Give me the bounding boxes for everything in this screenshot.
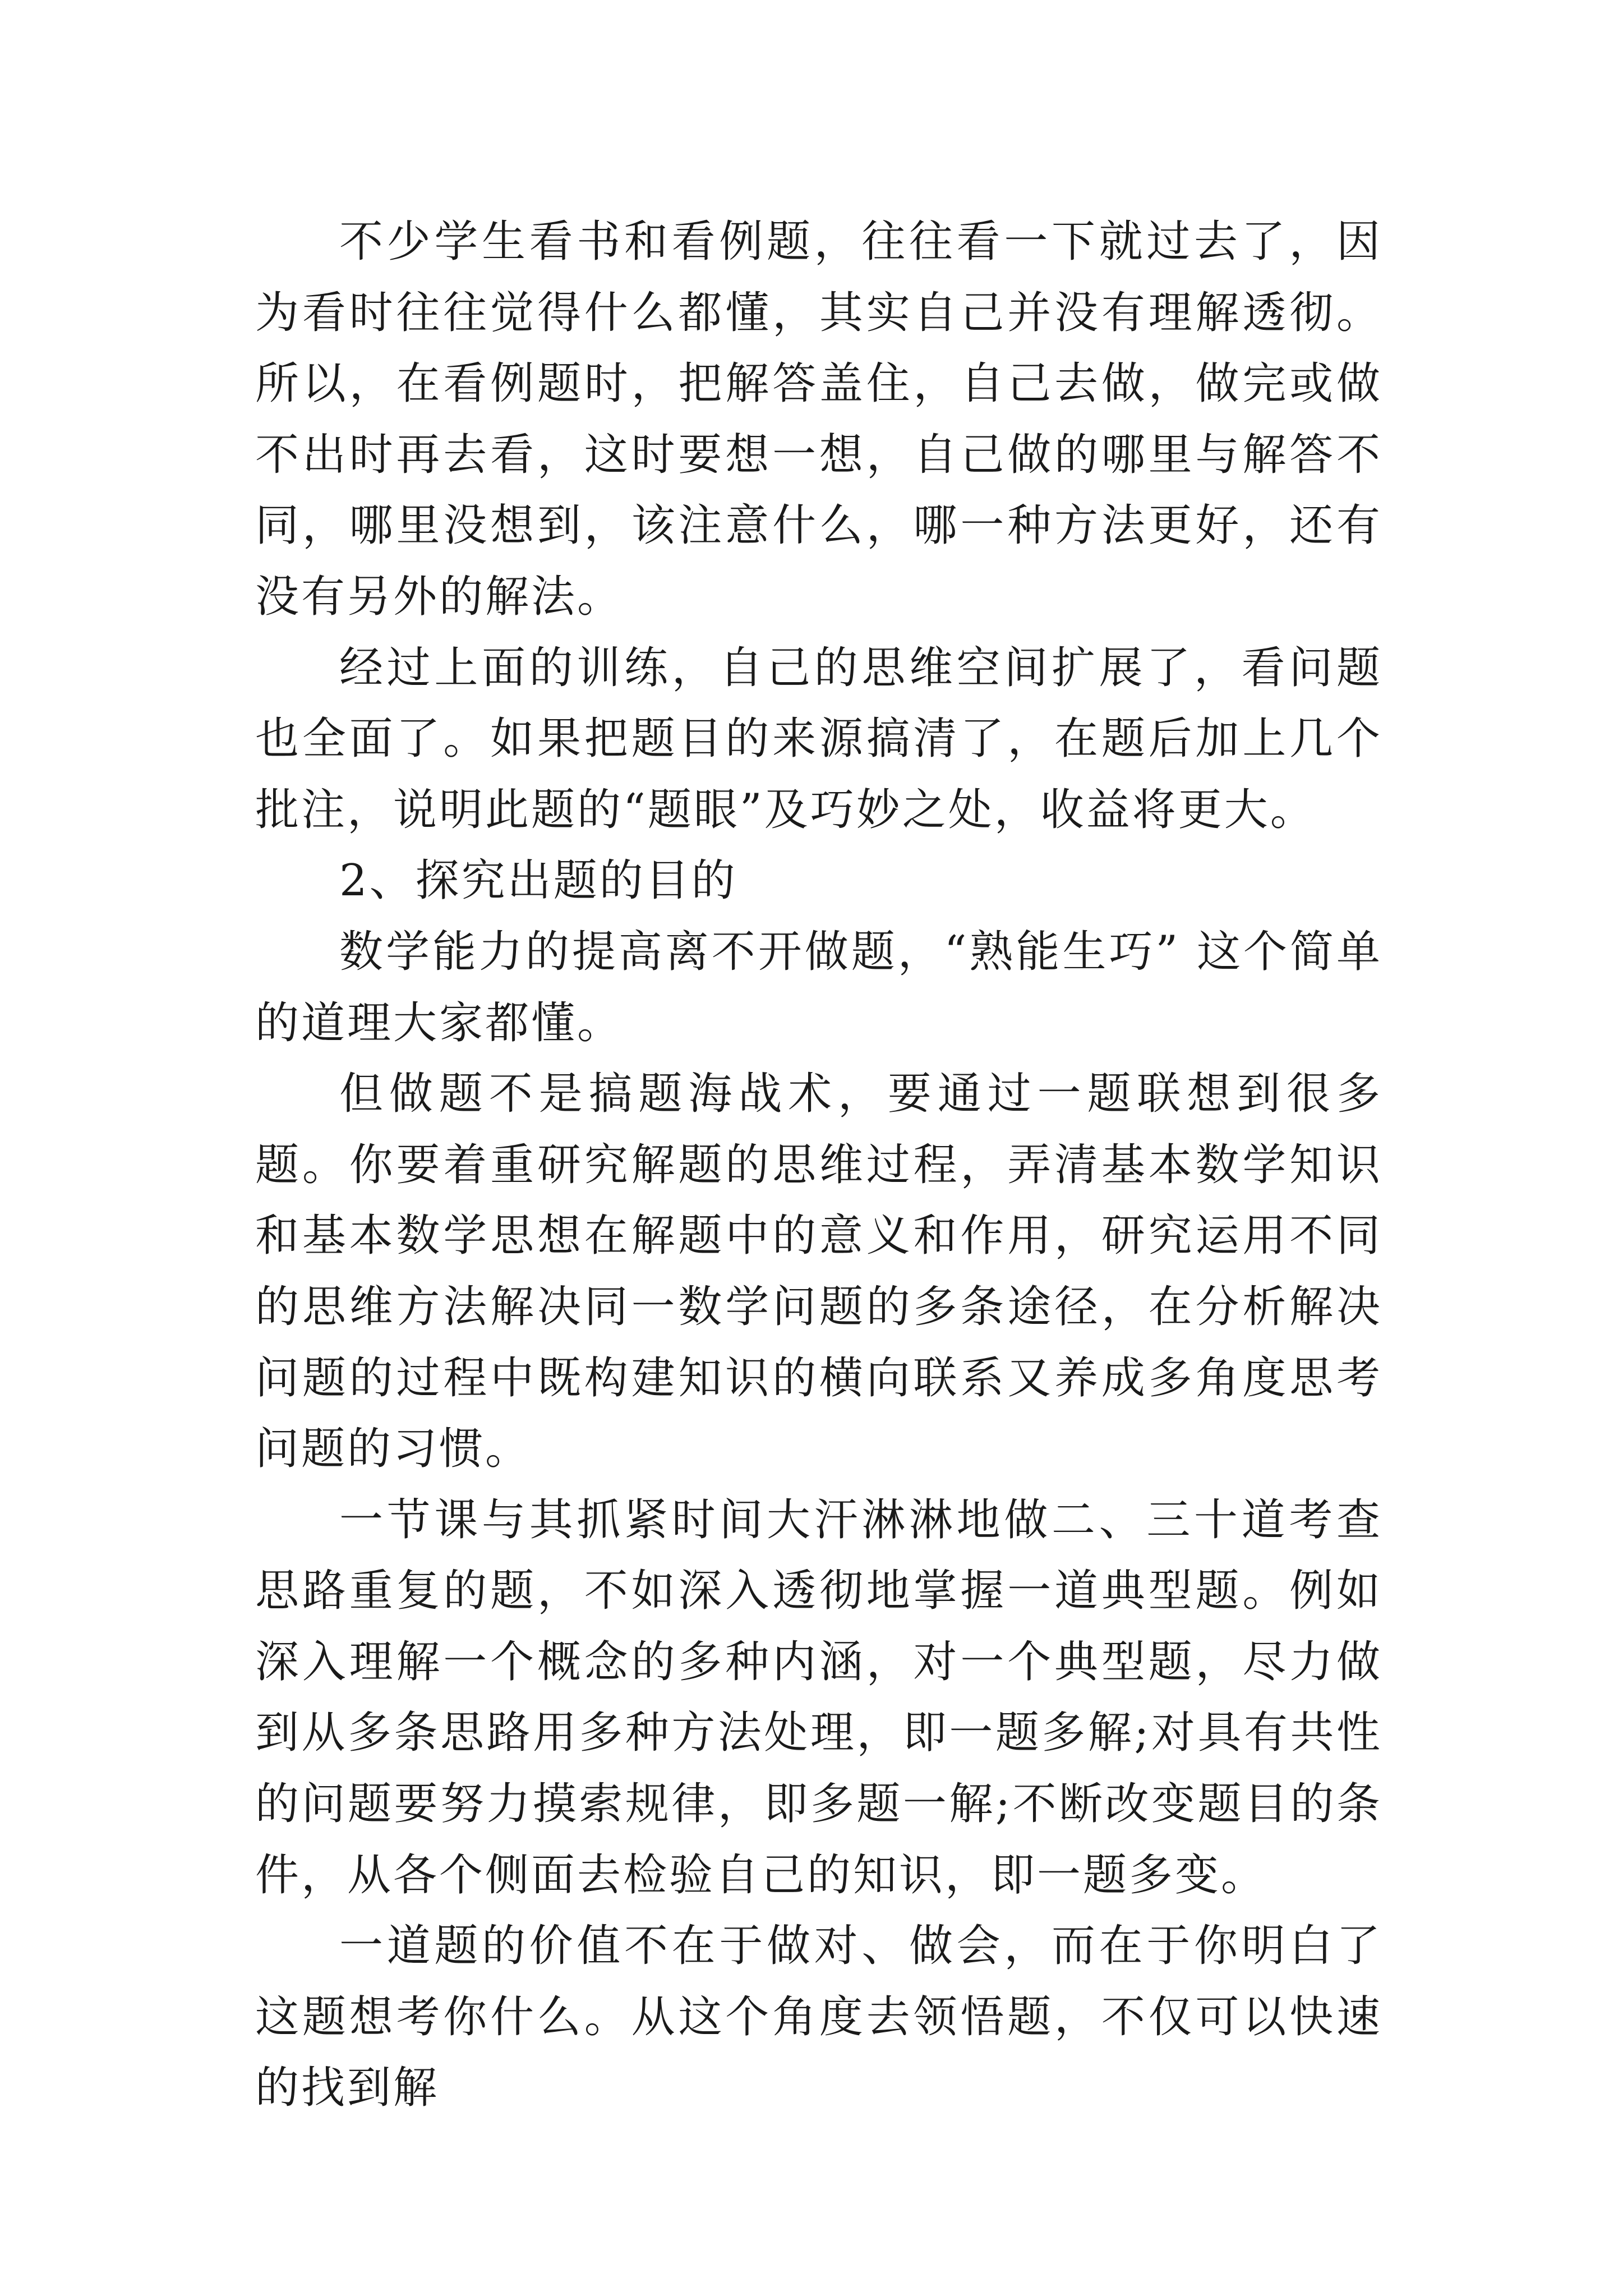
paragraph-typical-problem: 一节课与其抓紧时间大汗淋淋地做二、三十道考查思路重复的题，不如深入透彻地掌握一道典型题。例如深入理解一个概念的多种内涵，对一个典型题，尽力做到从多条思路用多种方法处理，即一题多解;对具有共性的问题要努力摸索规律，即多题一解;不断改变题目的条件，从各个侧面去检验自己的知识，即一题多变。 [255,1494,1382,1901]
paragraph-reviewing-examples: 不少学生看书和看例题，往往看一下就过去了，因为看时往往觉得什么都懂，其实自己并没有理解透彻。所以，在看例题时，把解答盖住，自己去做，做完或做不出时再去看，这时要想一想，自己做的哪里与解答不同，哪里没想到，该注意什么，哪一种方法更好，还有没有另外的解法。 [255,217,1382,622]
section-heading-2: 2、探究出题的目的 [339,855,737,907]
paragraph-problem-value: 一道题的价值不在于做对、做会，而在于你明白了这题想考你什么。从这个角度去领悟题，不仅可以快速的找到解 [255,1921,1382,2114]
paragraph-avoid-problem-drilling: 但做题不是搞题海战术，要通过一题联想到很多题。你要着重研究解题的思维过程，弄清基本数学知识和基本数学思想在解题中的意义和作用，研究运用不同的思维方法解决同一数学问题的多条途径，在分析解决问题的过程中既构建知识的横向联系又养成多角度思考问题的习惯。 [255,1069,1382,1475]
paragraph-training-benefit: 经过上面的训练，自己的思维空间扩展了，看问题也全面了。如果把题目的来源搞清了，在题后加上几个批注，说明此题的“题眼”及巧妙之处，收益将更大。 [255,642,1382,835]
document-body [255,206,1382,2124]
paragraph-practice-makes-perfect: 数学能力的提高离不开做题，“熟能生巧” 这个简单的道理大家都懂。 [255,926,1382,1048]
